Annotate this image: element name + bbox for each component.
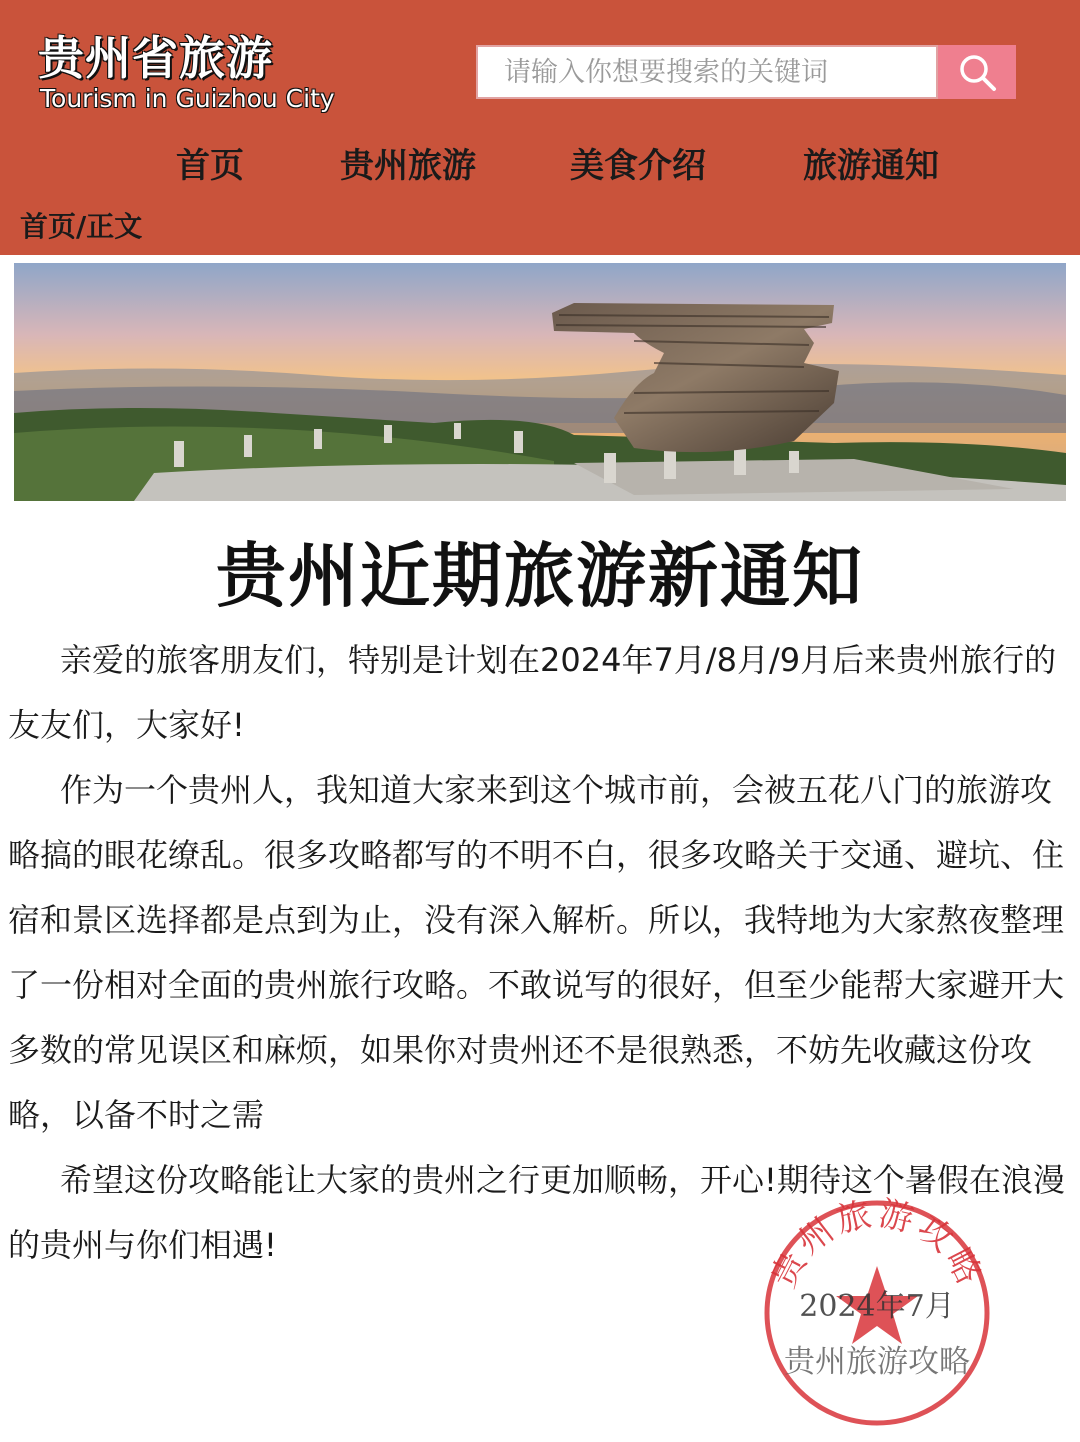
breadcrumb[interactable]: 首页/正文: [20, 210, 143, 243]
site-title[interactable]: 贵州省旅游: [38, 31, 273, 85]
search-input[interactable]: [476, 45, 938, 99]
article-body: [8, 628, 1070, 1278]
mountain-rock-scene: [14, 263, 1066, 501]
hero-image: [14, 263, 1066, 501]
official-seal: [752, 1188, 1002, 1438]
search-button[interactable]: [938, 45, 1016, 99]
nav-guizhou-tourism[interactable]: 贵州旅游: [340, 146, 476, 186]
seal-date: 2024年7月: [799, 1289, 955, 1324]
seal-arc-text: 贵州旅游攻略: [763, 1193, 991, 1295]
seal-bottom-text: 贵州旅游攻略: [784, 1344, 970, 1380]
search-icon: [956, 51, 998, 93]
site-subtitle: Tourism in Guizhou City: [40, 84, 335, 113]
paragraph: 作为一个贵州人，我知道大家来到这个城市前，会被五花八门的旅游攻略搞的眼花缭乱。很多攻略都写的不明不白，很多攻略关于交通、避坑、住宿和景区选择都是点到为止，没有深入解析。所以，我特地为大家熬夜整理了一份相对全面的贵州旅行攻略。不敢说写的很好，但至少能帮大家避开大多数的常见误区和麻烦，如果你对贵州还不是很熟悉，不妨先收藏这份攻略，以备不时之需: [8, 771, 1065, 1134]
paragraph: 希望这份攻略能让大家的贵州之行更加顺畅，开心!期待这个暑假在浪漫的贵州与你们相遇!: [8, 1161, 1065, 1264]
nav-notice[interactable]: 旅游通知: [803, 146, 939, 186]
nav-food[interactable]: 美食介绍: [570, 146, 706, 186]
nav-home[interactable]: 首页: [176, 146, 244, 186]
site-header: [0, 0, 1080, 255]
paragraph: 亲爱的旅客朋友们，特别是计划在2024年7月/8月/9月后来贵州旅行的友友们，大家好!: [8, 641, 1057, 744]
article-title: 贵州近期旅游新通知: [216, 535, 864, 617]
